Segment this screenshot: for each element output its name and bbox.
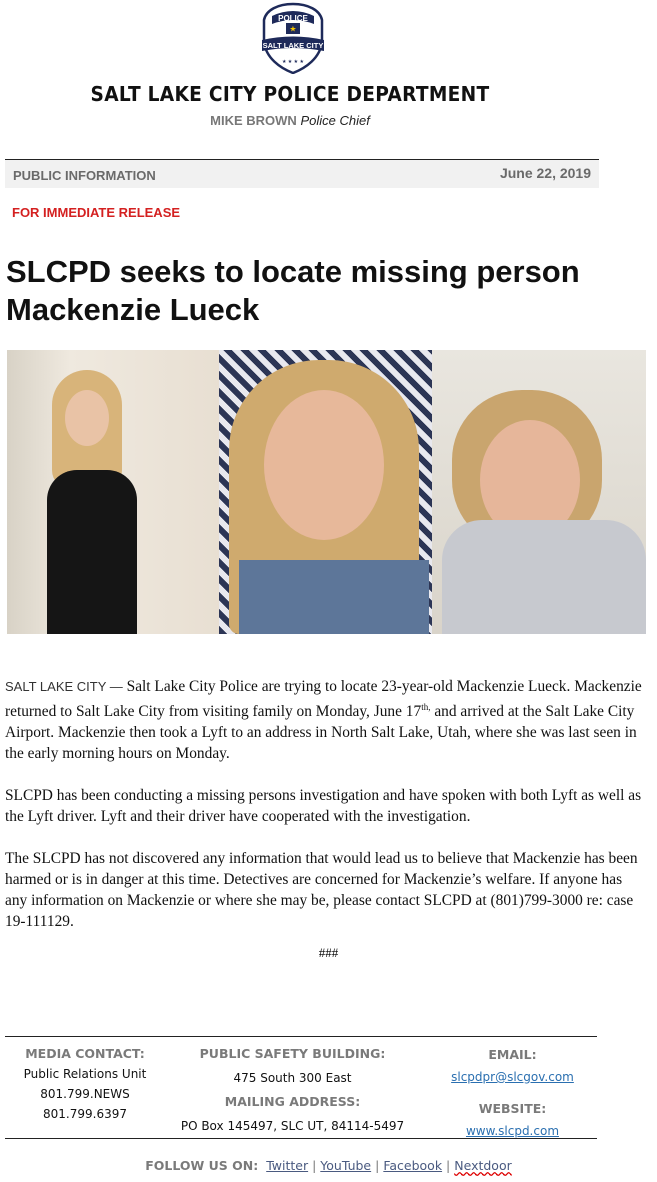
nextdoor-link[interactable]: Nextdoor bbox=[454, 1158, 512, 1173]
media-phone-news: 801.799.NEWS bbox=[40, 1087, 130, 1101]
p1-text-b: and arrived at the Salt Lake City Airport. Mackenzie then took a Lyft to an address in North Salt Lake, Utah, where she was last seen in the early morning hours on Monday. bbox=[5, 703, 637, 763]
building-address: 475 South 300 East bbox=[233, 1071, 352, 1085]
svg-text:POLICE: POLICE bbox=[278, 14, 308, 23]
media-contact-heading: MEDIA CONTACT: bbox=[25, 1046, 145, 1061]
email-link[interactable]: slcpdpr@slcgov.com bbox=[451, 1070, 574, 1084]
photo-1 bbox=[7, 350, 219, 634]
follow-label: FOLLOW US ON: bbox=[145, 1158, 259, 1173]
headline: SLCPD seeks to locate missing person Mackenzie Lueck bbox=[6, 254, 580, 327]
mailing-address: PO Box 145497, SLC UT, 84114-5497 bbox=[180, 1119, 405, 1133]
info-bar bbox=[5, 159, 599, 188]
paragraph-2: SLCPD has been conducting a missing persons investigation and have spoken with both Lyft as well as the Lyft driver. Lyft and their driver have cooperated with the investigation. bbox=[5, 787, 642, 826]
twitter-link[interactable]: Twitter bbox=[266, 1158, 309, 1173]
svg-text:★: ★ bbox=[289, 24, 297, 34]
addresses bbox=[165, 1042, 420, 1138]
website-link[interactable]: www.slcpd.com bbox=[465, 1124, 560, 1138]
website-heading: WEBSITE: bbox=[478, 1101, 547, 1116]
photo-3 bbox=[432, 350, 646, 634]
department-name: SALT LAKE CITY POLICE DEPARTMENT bbox=[90, 82, 490, 106]
footer-divider-top bbox=[5, 1036, 597, 1037]
press-release-body bbox=[5, 676, 647, 953]
p1-sup: th, bbox=[421, 702, 431, 712]
media-phone: 801.799.6397 bbox=[43, 1107, 127, 1121]
separator: | bbox=[446, 1158, 451, 1173]
p1-text-a: Salt Lake City Police are trying to locate 23-year-old Mackenzie Lueck. Mackenzie returned to Salt Lake City from visiting family on Monday, June 17 bbox=[5, 678, 642, 721]
follow-us bbox=[0, 1158, 657, 1173]
email-heading: EMAIL: bbox=[488, 1047, 537, 1062]
immediate-release-label: FOR IMMEDIATE RELEASE bbox=[12, 205, 181, 220]
youtube-link[interactable]: YouTube bbox=[320, 1158, 372, 1173]
chief-name: MIKE BROWN bbox=[210, 113, 297, 128]
separator: | bbox=[312, 1158, 317, 1173]
photo-2 bbox=[219, 350, 432, 634]
facebook-link[interactable]: Facebook bbox=[383, 1158, 443, 1173]
slcpd-badge-logo bbox=[258, 2, 328, 74]
end-marker: ### bbox=[318, 945, 339, 960]
release-date: June 22, 2019 bbox=[499, 165, 591, 181]
paragraph-1 bbox=[5, 676, 647, 764]
paragraph-3: The SLCPD has not discovered any information that would lead us to believe that Mackenzie has been harmed or is in danger at this time. Detectives are concerned for Mackenzie’s welfare. If anyone has any information on Mackenzie or where she may be, please contact SLCPD at (801)799-3000 re: case 19-111129. bbox=[5, 850, 638, 931]
dateline: SALT LAKE CITY — bbox=[5, 679, 123, 694]
svg-text:SALT LAKE CITY: SALT LAKE CITY bbox=[262, 41, 324, 50]
chief-title: Police Chief bbox=[300, 113, 370, 128]
mailing-heading: MAILING ADDRESS: bbox=[224, 1094, 361, 1109]
police-chief bbox=[0, 113, 580, 128]
public-information-label: PUBLIC INFORMATION bbox=[13, 168, 156, 183]
footer-divider-bottom bbox=[5, 1138, 597, 1139]
svg-text:★ ★ ★ ★: ★ ★ ★ ★ bbox=[281, 59, 305, 65]
media-contact bbox=[10, 1044, 160, 1124]
separator: | bbox=[375, 1158, 380, 1173]
online-contact bbox=[430, 1044, 595, 1142]
building-heading: PUBLIC SAFETY BUILDING: bbox=[199, 1046, 386, 1061]
media-unit: Public Relations Unit bbox=[23, 1067, 147, 1081]
